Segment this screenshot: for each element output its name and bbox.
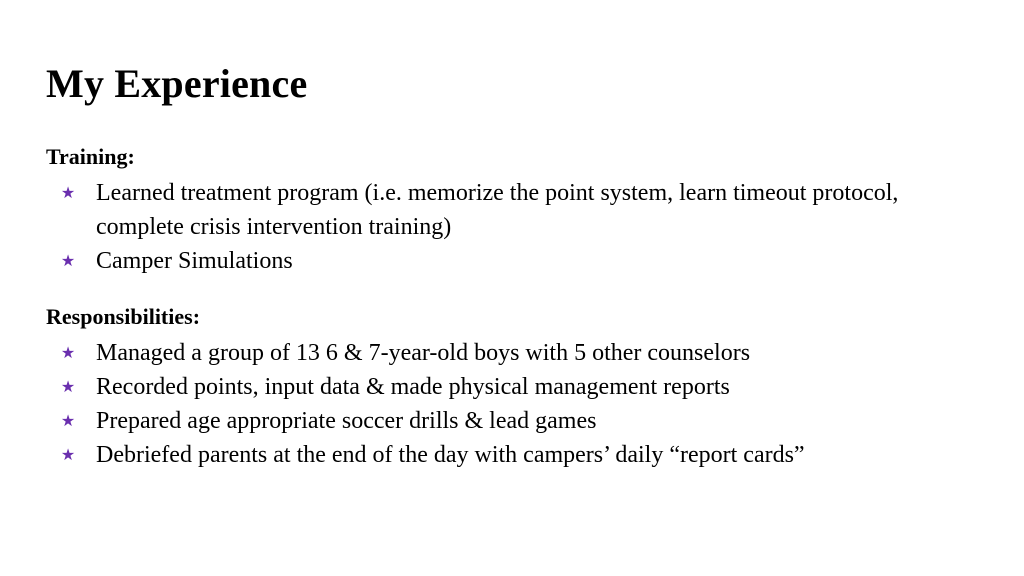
star-icon: ★ xyxy=(60,445,76,464)
star-icon: ★ xyxy=(60,377,76,396)
star-icon: ★ xyxy=(60,343,76,362)
training-heading: Training: xyxy=(46,144,135,169)
responsibility-item-text: Managed a group of 13 6 & 7-year-old boys with 5 other counselors xyxy=(96,340,751,366)
responsibility-item-text: Prepared age appropriate soccer drills & lead games xyxy=(96,408,597,434)
slide-title: My Experience xyxy=(46,61,308,106)
star-icon: ★ xyxy=(60,251,76,270)
responsibility-item-text: Debriefed parents at the end of the day with campers’ daily “report cards” xyxy=(96,442,805,468)
responsibility-item xyxy=(58,404,978,438)
training-item xyxy=(58,176,978,244)
responsibilities-list xyxy=(58,336,978,472)
responsibility-item-text: Recorded points, input data & made physical management reports xyxy=(96,374,730,400)
star-icon: ★ xyxy=(60,411,76,430)
responsibility-item xyxy=(58,370,978,404)
responsibility-item xyxy=(58,438,978,472)
star-icon: ★ xyxy=(60,183,76,202)
training-list xyxy=(58,176,978,278)
training-item xyxy=(58,244,978,278)
training-item-text: Camper Simulations xyxy=(96,248,293,274)
training-item-text: Learned treatment program (i.e. memorize the point system, learn timeout protocol, complete crisis intervention training) xyxy=(96,180,899,240)
responsibility-item xyxy=(58,336,978,370)
responsibilities-heading: Responsibilities: xyxy=(46,304,201,329)
